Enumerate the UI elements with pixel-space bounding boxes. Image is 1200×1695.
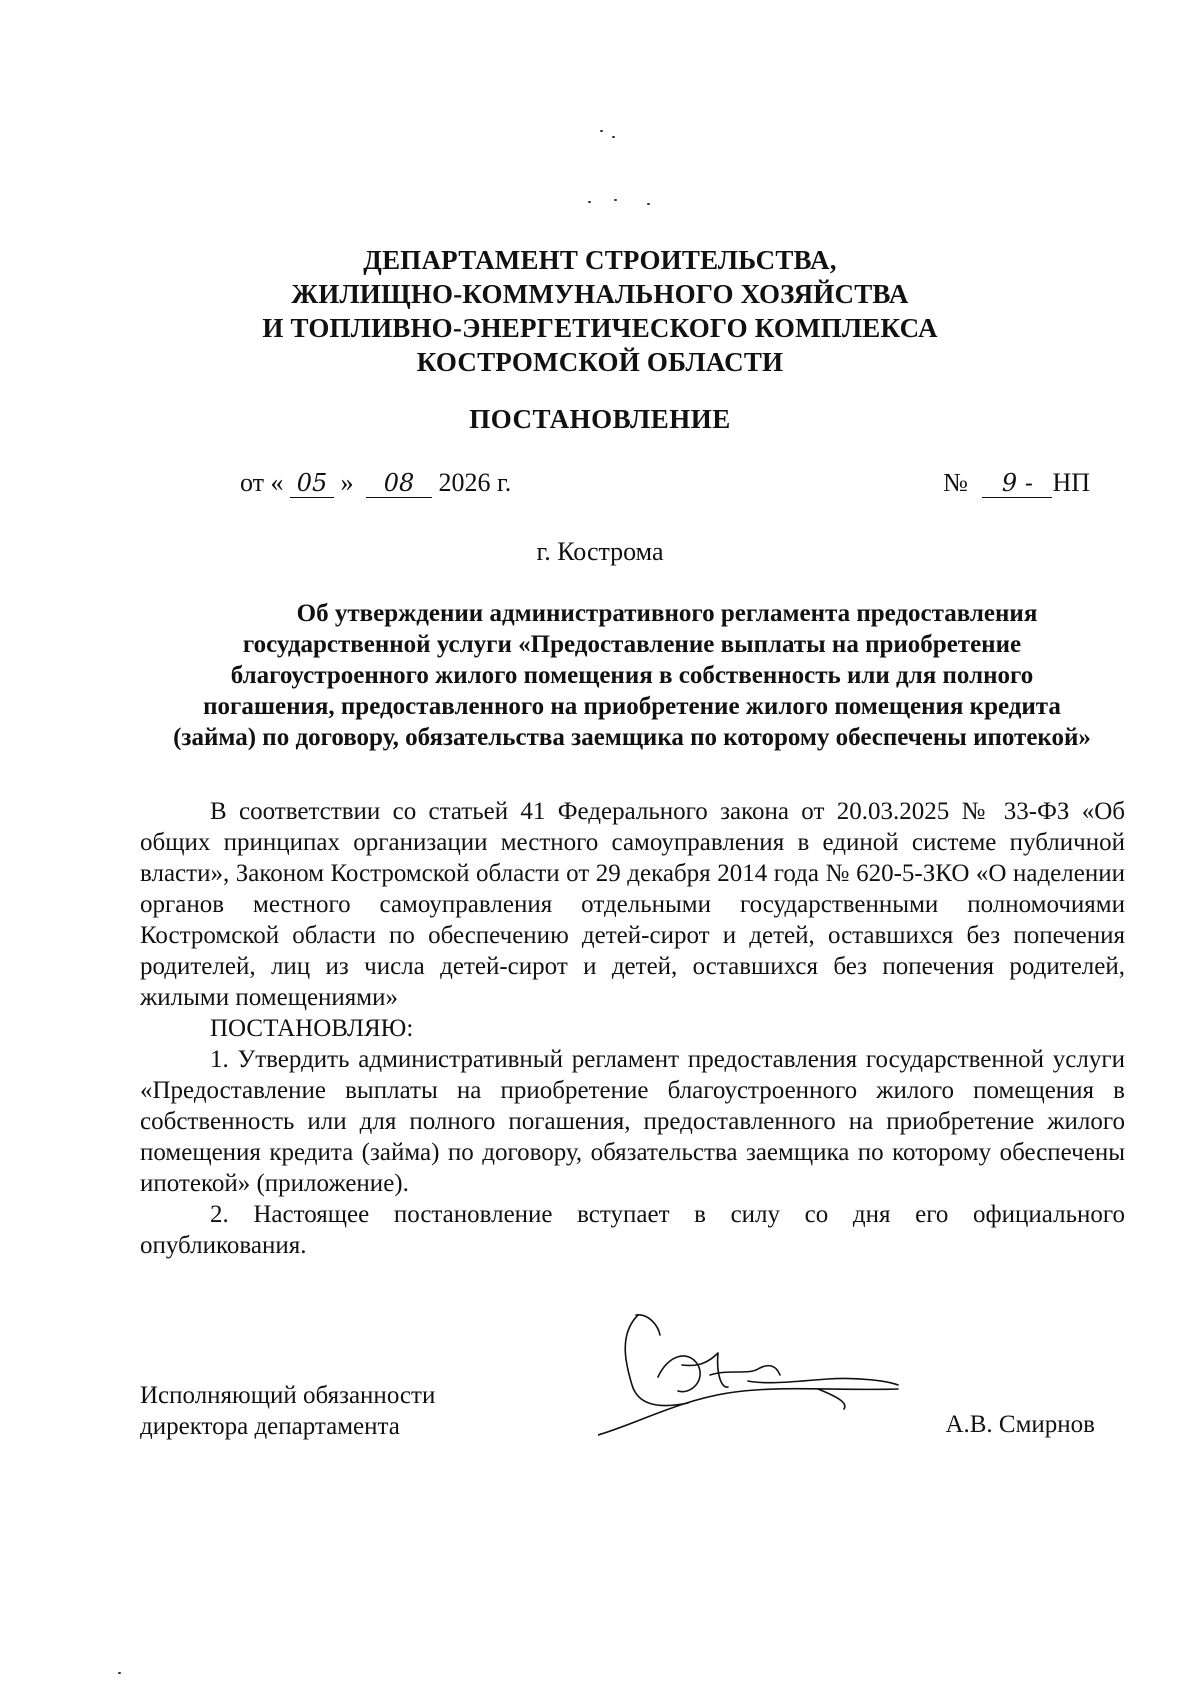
scan-speck	[612, 136, 615, 138]
document-body	[140, 796, 1125, 1261]
position-line: директора департамента	[140, 1413, 400, 1440]
scan-speck	[118, 1672, 121, 1674]
scan-speck	[600, 130, 603, 132]
heading-line: И ТОПЛИВНО-ЭНЕРГЕТИЧЕСКОГО КОМПЛЕКСА	[262, 313, 938, 343]
scan-speck	[647, 203, 650, 205]
item-2-paragraph: 2. Настоящее постановление вступает в силу со дня его официального опубликования.	[140, 1201, 1125, 1259]
handwritten-signature	[598, 1305, 938, 1455]
number-prefix: №	[943, 468, 968, 497]
position-line: Исполняющий обязанности	[140, 1382, 436, 1409]
subject-line: (займа) по договору, обязательства заемщика по которому обеспечены ипотекой»	[173, 724, 1091, 751]
department-heading	[0, 243, 1200, 379]
date-day: 05	[290, 469, 334, 498]
heading-line: ДЕПАРТАМЕНТ СТРОИТЕЛЬСТВА,	[363, 245, 837, 275]
date-prefix: от «	[240, 468, 284, 497]
date-line	[240, 468, 511, 498]
number-value: 9 -	[982, 469, 1052, 498]
scan-speck	[614, 199, 617, 201]
date-month: 08	[366, 469, 432, 498]
subject-line: государственной услуги «Предоставление выплаты на приобретение	[242, 631, 1022, 658]
preamble-paragraph: В соответствии со статьей 41 Федерального закона от 20.03.2025 № 33-ФЗ «Об общих принципах организации местного самоуправления в единой системе публичной власти», Законом Костромской области от 29 декабря 2014 года № 620-5-ЗКО «О наделении органов местного самоуправления отдельными государственными полномочиями Костромской области по обеспечению детей-сирот и детей, оставшихся без попечения родителей, лиц из числа детей-сирот и детей, оставшихся без попечения родителей, жилыми помещениями»	[140, 798, 1125, 1011]
item-1-paragraph: 1. Утвердить административный регламент предоставления государственной услуги «Предоставление выплаты на приобретение благоустроенного жилого помещения в собственность или для полного погашения, предоставленного на приобретение жилого помещения кредита (займа) по договору, обязательства заемщика по которому обеспечены ипотекой» (приложение).	[140, 1046, 1125, 1197]
signatory-position	[140, 1380, 435, 1442]
document-type: ПОСТАНОВЛЕНИЕ	[469, 404, 731, 434]
subject-line: Об утверждении административного регламента предоставления	[296, 600, 1038, 627]
signatory-name: А.В. Смирнов	[945, 1411, 1095, 1438]
heading-line: ЖИЛИЩНО-КОММУНАЛЬНОГО ХОЗЯЙСТВА	[291, 279, 909, 309]
number-suffix: НП	[1052, 468, 1090, 497]
date-mid: »	[340, 468, 354, 497]
heading-line: КОСТРОМСКОЙ ОБЛАСТИ	[416, 347, 784, 377]
subject-line: благоустроенного жилого помещения в собственность или для полного	[230, 662, 1034, 689]
subject-line: погашения, предоставленного на приобретение жилого помещения кредита	[203, 693, 1061, 720]
subject-title	[138, 598, 1126, 753]
city: г. Кострома	[536, 537, 664, 566]
scan-speck	[588, 201, 591, 203]
date-year: 2026 г.	[438, 468, 512, 497]
number-line	[943, 468, 1090, 498]
resolve-paragraph: ПОСТАНОВЛЯЮ:	[210, 1015, 414, 1042]
